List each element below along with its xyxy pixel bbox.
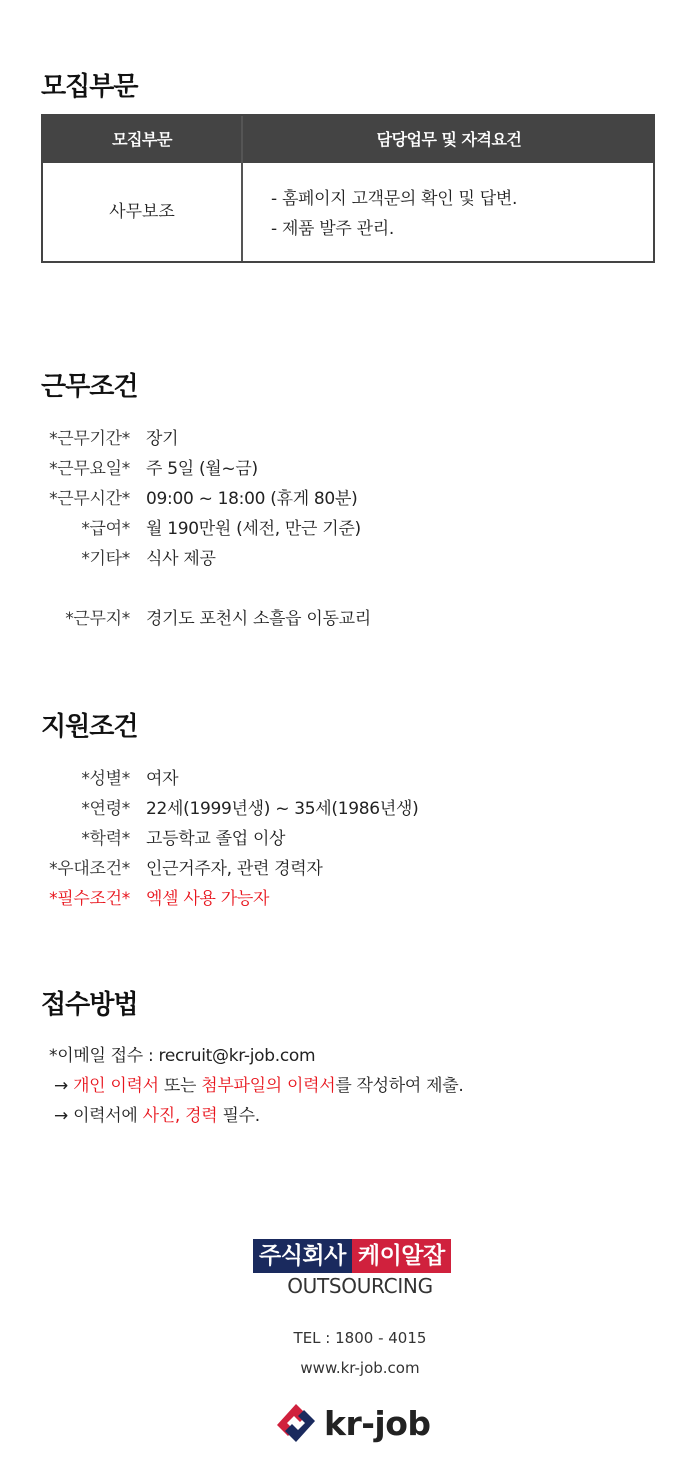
row-value: 고등학교 졸업 이상 [146, 829, 286, 849]
table-cell-duties [271, 184, 517, 244]
row-value: 인근거주자, 관련 경력자 [146, 859, 323, 879]
plain-text: 를 작성하여 제출. [335, 1076, 464, 1096]
work-row-etc [0, 544, 700, 574]
work-row-location [0, 604, 700, 634]
submit-email-line: *이메일 접수 : recruit@kr-job.com [49, 1046, 316, 1066]
work-row-period [0, 424, 700, 454]
submit-line-required [54, 1101, 260, 1131]
row-value: 엑셀 사용 가능자 [146, 889, 270, 909]
duty-item: - 홈페이지 고객문의 확인 및 답변. [271, 189, 518, 209]
row-value: 주 5일 (월~금) [146, 459, 258, 479]
plain-text: 이력서에 [73, 1106, 143, 1126]
krjob-logo-icon [274, 1401, 318, 1445]
apply-row-required [0, 884, 700, 914]
apply-row-education [0, 824, 700, 854]
plain-text: 또는 [158, 1076, 202, 1096]
row-value: 22세(1999년생) ~ 35세(1986년생) [146, 799, 419, 819]
work-row-salary [0, 514, 700, 544]
row-key: *필수조건* [49, 889, 130, 909]
work-row-hours [0, 484, 700, 514]
duty-item: - 제품 발주 관리. [271, 219, 394, 239]
apply-row-preference [0, 854, 700, 884]
brand-left: 주식회사 [253, 1239, 352, 1273]
row-key: *성별* [81, 769, 130, 789]
company-brand [253, 1239, 451, 1273]
row-key: *근무시간* [49, 489, 130, 509]
table-header [43, 116, 653, 163]
highlight-text: 사진, 경력 [142, 1106, 218, 1126]
row-value: 경기도 포천시 소흘읍 이동교리 [146, 609, 371, 629]
brand-right: 케이알잡 [352, 1239, 451, 1273]
row-key: *기타* [81, 549, 130, 569]
website-line: www.kr-job.com [300, 1359, 420, 1377]
arrow: → [54, 1106, 74, 1126]
submit-line-resume [54, 1071, 464, 1101]
row-value: 식사 제공 [146, 549, 216, 569]
table-header-category: 모집부문 [112, 130, 172, 149]
row-value: 09:00 ~ 18:00 (휴게 80분) [146, 489, 358, 509]
table-header-duties: 담당업무 및 자격요건 [376, 130, 522, 149]
row-key: *근무요일* [49, 459, 130, 479]
row-key: *근무지* [65, 609, 130, 629]
column-divider [241, 116, 243, 261]
table-cell-category: 사무보조 [109, 202, 175, 222]
row-key: *급여* [81, 519, 130, 539]
apply-row-age [0, 794, 700, 824]
arrow: → [54, 1076, 74, 1096]
outsourcing-label: OUTSOURCING [287, 1274, 433, 1298]
apply-row-gender [0, 764, 700, 794]
logo-text: kr-job [324, 1403, 431, 1443]
section-title-work: 근무조건 [41, 372, 138, 402]
section-title-submit: 접수방법 [41, 990, 138, 1020]
row-key: *연령* [81, 799, 130, 819]
highlight-text: 첨부파일의 이력서 [201, 1076, 336, 1096]
plain-text: 필수. [217, 1106, 260, 1126]
row-value: 장기 [146, 429, 179, 449]
row-value: 월 190만원 (세전, 만근 기준) [146, 519, 361, 539]
section-title-apply: 지원조건 [41, 712, 138, 742]
row-key: *우대조건* [49, 859, 130, 879]
krjob-logo [274, 1400, 431, 1446]
row-key: *근무기간* [49, 429, 130, 449]
row-value: 여자 [146, 769, 179, 789]
highlight-text: 개인 이력서 [73, 1076, 159, 1096]
row-key: *학력* [81, 829, 130, 849]
recruit-table [41, 114, 655, 263]
work-row-days [0, 454, 700, 484]
section-title-recruit: 모집부문 [41, 72, 138, 102]
tel-line: TEL : 1800 - 4015 [293, 1329, 427, 1347]
